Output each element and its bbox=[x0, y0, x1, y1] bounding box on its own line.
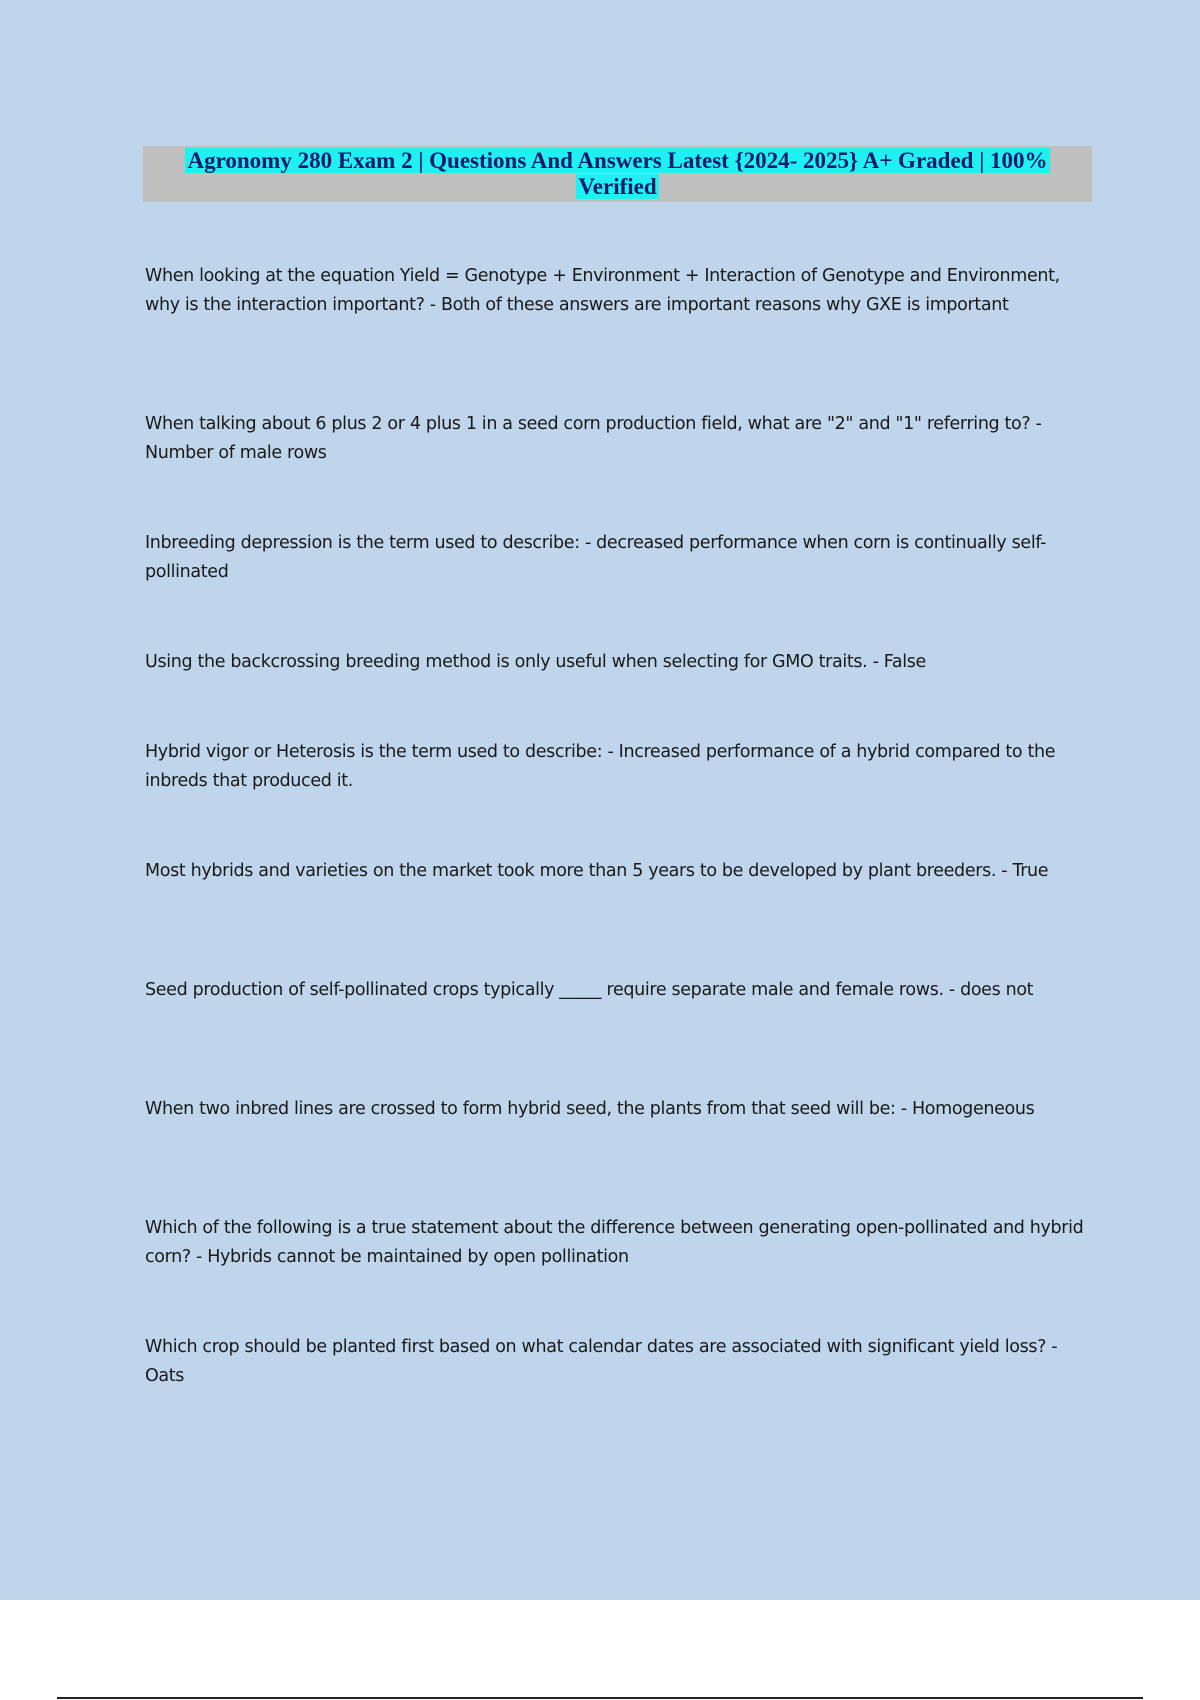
footer-divider bbox=[57, 1697, 1143, 1699]
qa-item: When looking at the equation Yield = Genotype + Environment + Interaction of Genotype and Environment, why is the interaction important? - Both of these answers are important reasons why GXE is important bbox=[145, 266, 1060, 315]
qa-item: Which crop should be planted first based on what calendar dates are associated with significant yield loss? - Oats bbox=[145, 1337, 1058, 1386]
document-title-line-2: Verified bbox=[578, 174, 657, 199]
document-title-band bbox=[143, 146, 1092, 202]
qa-item: When talking about 6 plus 2 or 4 plus 1 in a seed corn production field, what are "2" and "1" referring to? - Number of male rows bbox=[145, 414, 1042, 463]
qa-item: Most hybrids and varieties on the market took more than 5 years to be developed by plant breeders. - True bbox=[145, 861, 1049, 881]
qa-item: Seed production of self-pollinated crops typically _____ require separate male and female rows. - does not bbox=[145, 980, 1034, 1000]
qa-item: Hybrid vigor or Heterosis is the term used to describe: - Increased performance of a hybrid compared to the inbreds that produced it. bbox=[145, 742, 1056, 791]
qa-item: When two inbred lines are crossed to form hybrid seed, the plants from that seed will be: - Homogeneous bbox=[145, 1099, 1035, 1119]
qa-item: Using the backcrossing breeding method is only useful when selecting for GMO traits. - False bbox=[145, 652, 926, 672]
document-title-line-1: Agronomy 280 Exam 2 | Questions And Answers Latest {2024- 2025} A+ Graded | 100% bbox=[187, 148, 1048, 173]
document-title bbox=[153, 148, 1083, 200]
qa-item: Inbreeding depression is the term used to describe: - decreased performance when corn is continually self-pollinated bbox=[145, 533, 1047, 582]
qa-item: Which of the following is a true statement about the difference between generating open-pollinated and hybrid corn? - Hybrids cannot be maintained by open pollination bbox=[145, 1218, 1084, 1267]
